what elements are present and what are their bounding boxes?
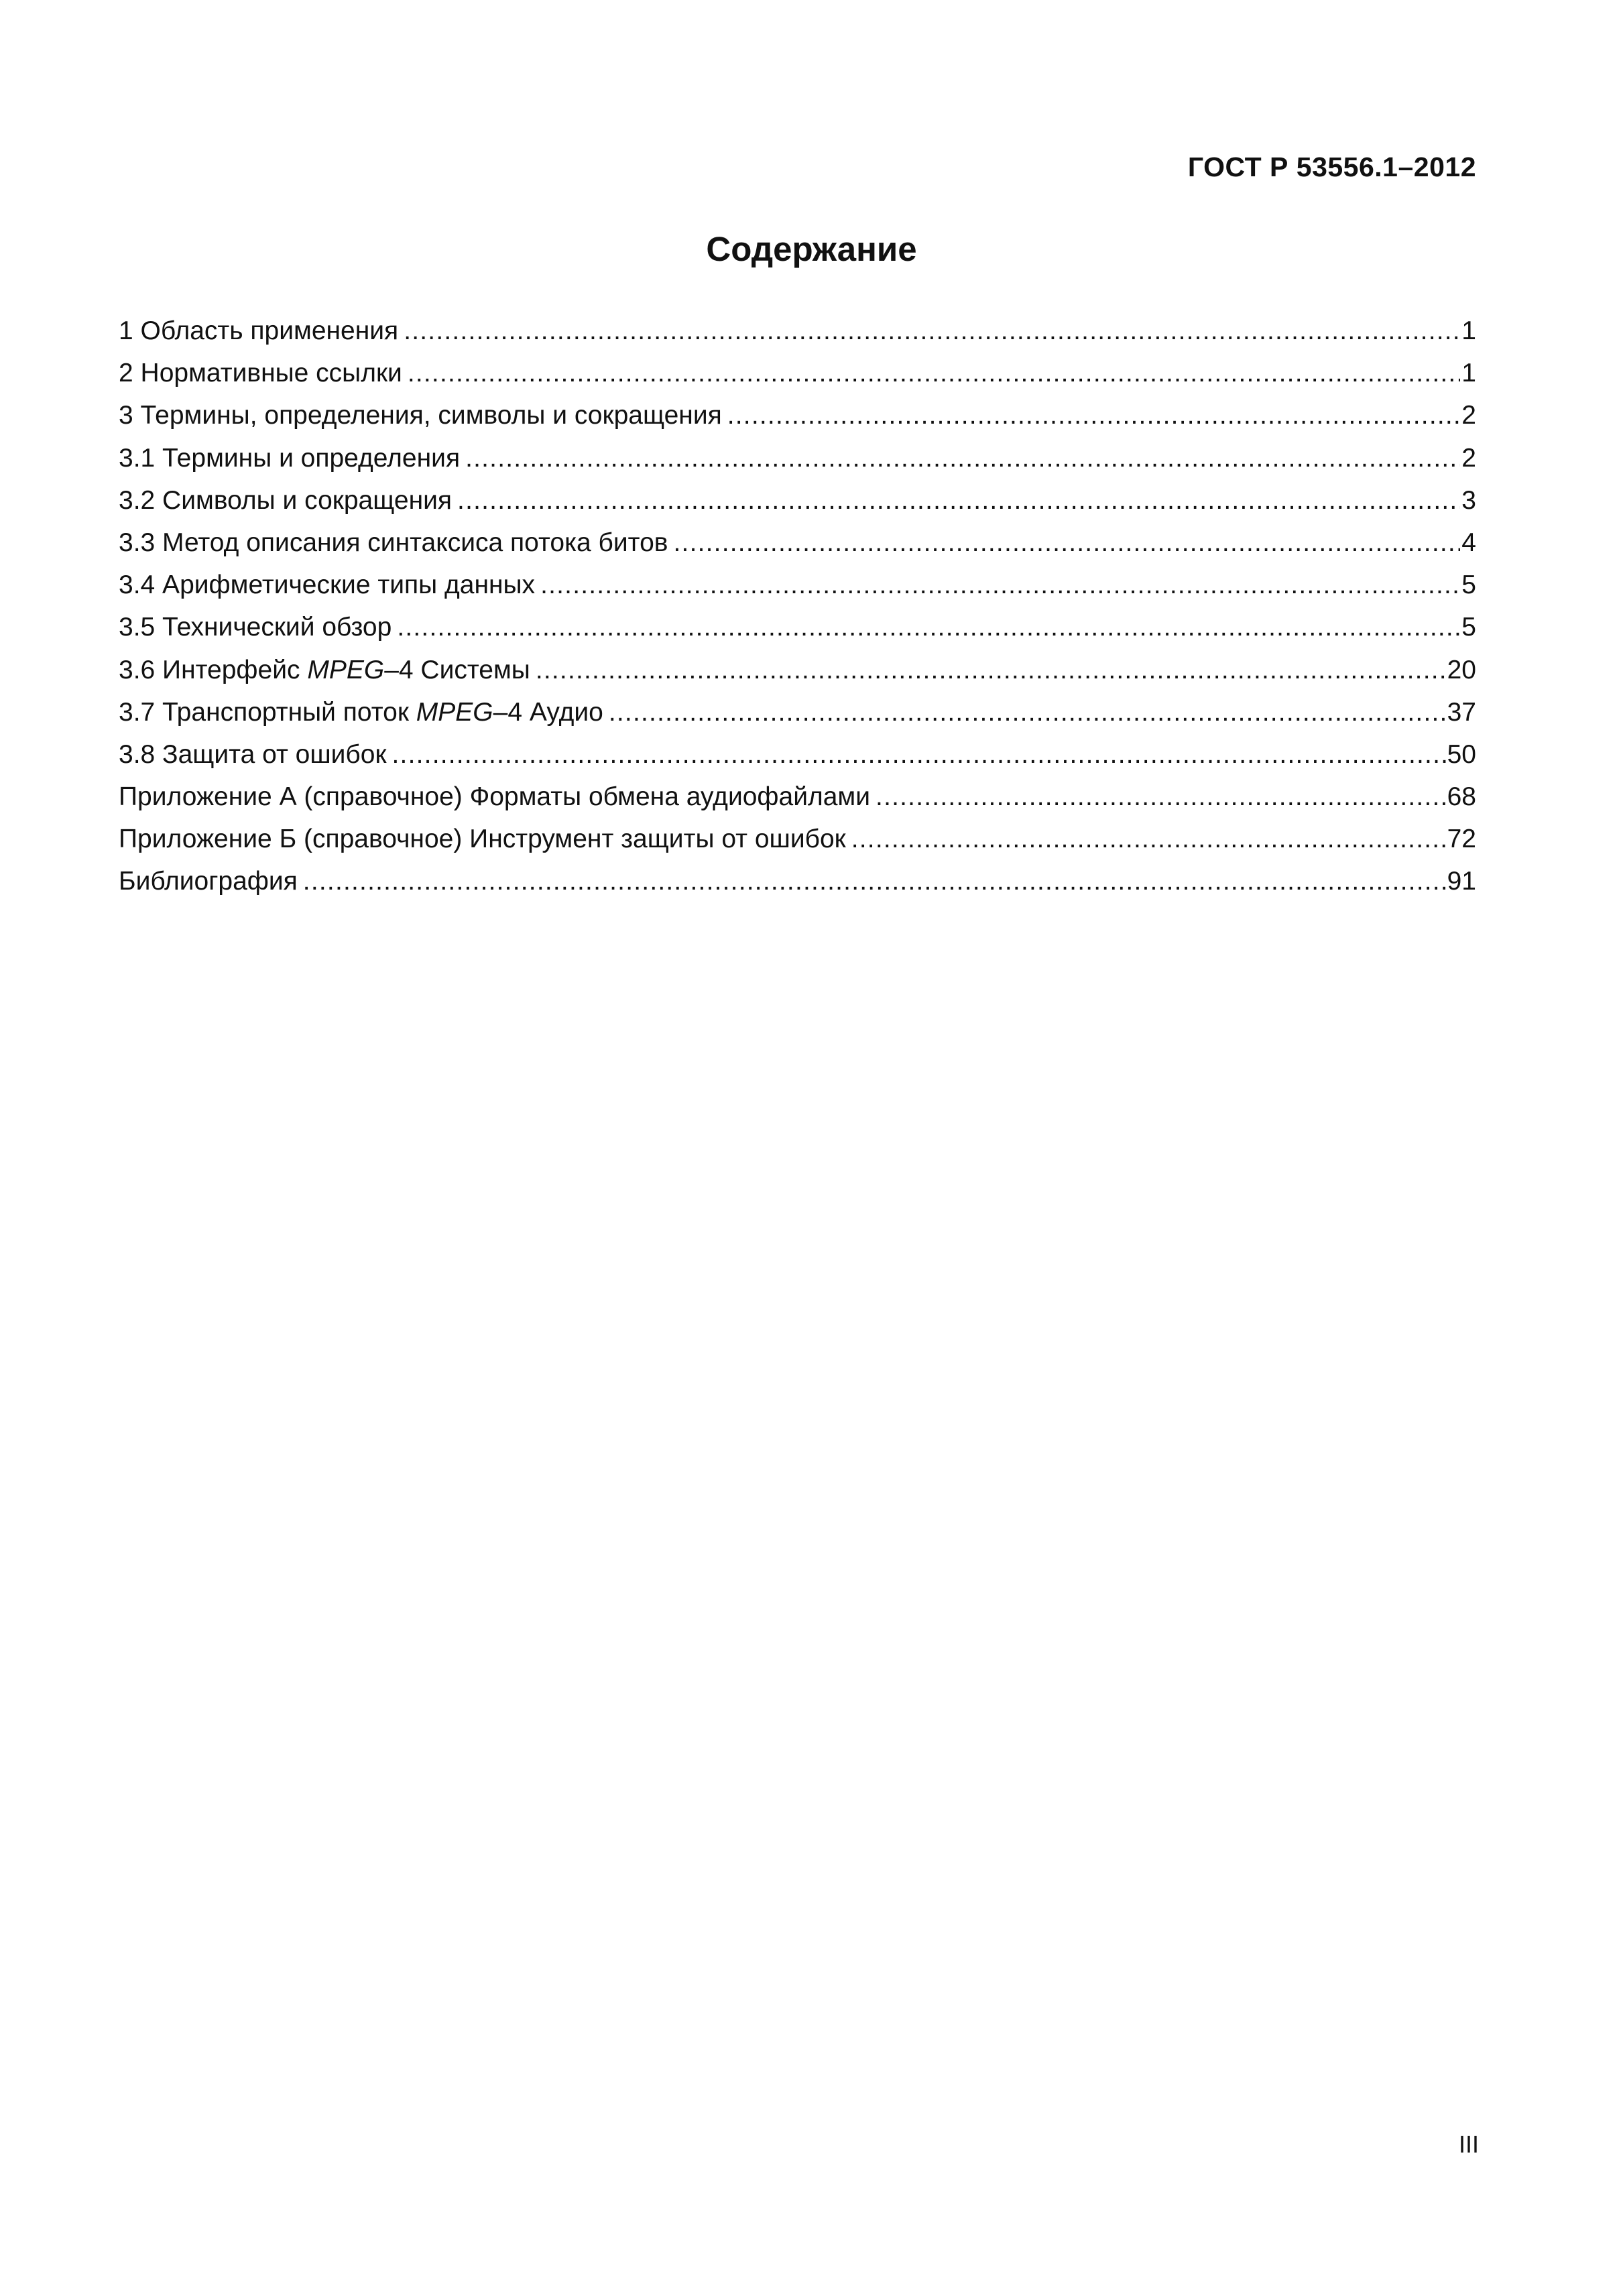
toc-entry[interactable] [119, 394, 1476, 436]
toc-dot-leader [392, 733, 1446, 776]
toc-entry-page: 4 [1461, 528, 1476, 557]
toc-entry-page: 50 [1447, 739, 1476, 769]
toc-entry-title-emphasis: MPEG [416, 697, 493, 727]
toc-entry-title-suffix: –4 Аудио [493, 697, 603, 727]
toc-dot-leader [674, 522, 1461, 564]
toc-entry-title: 2 Нормативные ссылки [119, 359, 402, 388]
toc-entry[interactable] [119, 479, 1476, 522]
toc-entry-title-suffix: –4 Системы [384, 655, 530, 684]
toc-entry-title: Библиография [119, 867, 298, 896]
toc-entry-page: 20 [1447, 655, 1476, 684]
toc-entry-page: 68 [1447, 782, 1476, 812]
toc-entry-title-prefix: 3.6 Интерфейс [119, 655, 308, 684]
toc-dot-leader [851, 818, 1446, 860]
toc-dot-leader [408, 352, 1460, 394]
page-number: III [1458, 2130, 1479, 2158]
toc-entry[interactable] [119, 437, 1476, 479]
toc-entry-title: 3 Термины, определения, символы и сокращения [119, 401, 722, 430]
toc-entry-page: 72 [1447, 825, 1476, 854]
document-code: ГОСТ Р 53556.1–2012 [1187, 152, 1476, 182]
toc-entry[interactable] [119, 522, 1476, 564]
toc-entry-title: 3.4 Арифметические типы данных [119, 570, 536, 600]
toc-entry-title: Приложение Б (справочное) Инструмент защиты от ошибок [119, 825, 846, 854]
toc-entry-page: 1 [1461, 316, 1476, 345]
toc-entry[interactable] [119, 310, 1476, 352]
toc-entry[interactable] [119, 606, 1476, 648]
toc-entry-page: 37 [1447, 697, 1476, 727]
toc-dot-leader [457, 479, 1460, 522]
toc-entry-title [119, 691, 609, 733]
toc-entry-page: 2 [1461, 401, 1476, 430]
toc-dot-leader [609, 691, 1446, 733]
toc-dot-leader [465, 437, 1460, 479]
table-of-contents [119, 310, 1476, 903]
toc-dot-leader [540, 564, 1460, 606]
toc-entry-page: 3 [1461, 485, 1476, 515]
toc-entry-title-emphasis: MPEG [307, 655, 385, 684]
toc-entry[interactable] [119, 860, 1476, 902]
toc-entry-title: 3.3 Метод описания синтаксиса потока битов [119, 528, 668, 557]
toc-entry-page: 5 [1461, 570, 1476, 600]
toc-entry[interactable] [119, 776, 1476, 818]
toc-entry-page: 5 [1461, 613, 1476, 642]
toc-dot-leader [303, 860, 1446, 902]
toc-entry-title: 3.5 Технический обзор [119, 613, 392, 642]
toc-dot-leader [536, 649, 1446, 691]
toc-dot-leader [397, 606, 1460, 648]
toc-entry-title: Приложение А (справочное) Форматы обмена аудиофайлами [119, 782, 871, 812]
toc-entry-title: 3.1 Термины и определения [119, 443, 461, 473]
toc-dot-leader [404, 310, 1460, 352]
toc-entry[interactable] [119, 649, 1476, 691]
toc-entry-title: 1 Область применения [119, 316, 399, 345]
toc-entry-title: 3.2 Символы и сокращения [119, 485, 453, 515]
toc-entry[interactable] [119, 818, 1476, 860]
toc-entry-page: 1 [1461, 359, 1476, 388]
toc-entry-page: 91 [1447, 867, 1476, 896]
toc-entry[interactable] [119, 564, 1476, 606]
toc-entry[interactable] [119, 691, 1476, 733]
toc-entry-page: 2 [1461, 443, 1476, 473]
toc-dot-leader [727, 394, 1461, 436]
toc-entry-title-prefix: 3.7 Транспортный поток [119, 697, 416, 727]
toc-entry-title [119, 649, 536, 691]
toc-title: Содержание [706, 230, 917, 268]
toc-entry[interactable] [119, 733, 1476, 776]
toc-entry-title: 3.8 Защита от ошибок [119, 739, 387, 769]
toc-dot-leader [876, 776, 1446, 818]
toc-entry[interactable] [119, 352, 1476, 394]
